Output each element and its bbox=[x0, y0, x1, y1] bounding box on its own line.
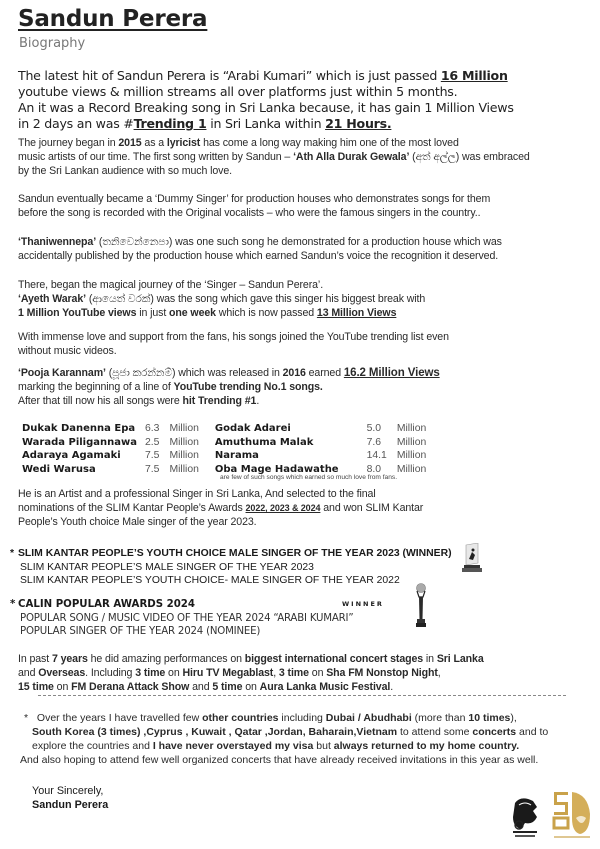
song-unit: Million bbox=[169, 436, 199, 448]
text: to attend some bbox=[397, 726, 473, 738]
highlight: hit Trending #1 bbox=[182, 395, 257, 407]
song-views: 14.1 bbox=[366, 450, 387, 461]
winner-label: WINNER bbox=[342, 600, 384, 608]
text: he did amazing performances on bbox=[87, 653, 245, 665]
text: but bbox=[313, 740, 334, 752]
journey-paragraph bbox=[18, 136, 588, 178]
calin-awards bbox=[10, 598, 353, 639]
highlight: one week bbox=[169, 307, 216, 319]
ayeth-warak-paragraph bbox=[18, 278, 588, 320]
song-unit: Million bbox=[169, 463, 199, 475]
song-views: 8.0 bbox=[366, 463, 382, 475]
text: (ආයෙත් වරක්) was the song which gave this singer his biggest break with bbox=[85, 293, 426, 305]
highlight: 15 time bbox=[18, 681, 54, 693]
year: 2015 bbox=[118, 137, 142, 149]
page-subtitle: Biography bbox=[19, 36, 86, 51]
text: . bbox=[256, 395, 260, 407]
highlight: 3 time bbox=[135, 667, 166, 679]
song-views: 7.5 bbox=[144, 463, 160, 475]
bullet: * bbox=[10, 599, 16, 610]
song-name: Adaraya Agamaki bbox=[22, 450, 121, 461]
song-name: Amuthuma Malak bbox=[214, 436, 314, 448]
closing: Your Sincerely, bbox=[32, 785, 104, 797]
award-title: POPULAR SINGER OF THE YEAR 2024 (NOMINEE) bbox=[20, 626, 261, 637]
highlight: other countries bbox=[202, 712, 279, 724]
song-name: Dukak Danenna Epa bbox=[22, 423, 136, 434]
highlight-views: 16.2 Million Views bbox=[343, 367, 440, 379]
text: by the Sri Lankan audience with so much love. bbox=[18, 165, 232, 177]
dummy-singer-paragraph bbox=[18, 192, 588, 220]
highlight: Sha FM Nonstop Night bbox=[326, 667, 438, 679]
text: earned bbox=[305, 367, 344, 379]
highlight: Hiru TV Megablast bbox=[182, 667, 274, 679]
text: and bbox=[18, 667, 39, 679]
song-title: ‘Ayeth Warak’ bbox=[18, 293, 86, 305]
text: marking the beginning of a line of bbox=[18, 381, 174, 393]
text: and won SLIM Kantar bbox=[320, 502, 424, 514]
highlight: always returned to my home country. bbox=[333, 740, 520, 752]
text: in bbox=[423, 653, 437, 665]
song-name: Godak Adarei bbox=[214, 423, 291, 434]
intro-paragraph bbox=[18, 68, 593, 132]
text: . Including bbox=[85, 667, 136, 679]
award-title: SLIM KANTAR PEOPLE’S YOUTH CHOICE- MALE SINGER OF THE YEAR 2022 bbox=[20, 575, 400, 586]
song-unit: Million bbox=[396, 436, 427, 448]
song-views: 2.5 bbox=[144, 436, 160, 448]
text: . bbox=[390, 681, 394, 693]
sos-gold-logo-icon bbox=[552, 788, 594, 844]
bullet: * bbox=[24, 712, 29, 724]
text: explore the countries and bbox=[32, 740, 153, 752]
text: And also hoping to attend few well organized concerts that have already received invitations in this year as well. bbox=[20, 754, 539, 766]
highlight: I have never overstayed my visa bbox=[152, 740, 314, 752]
dashed-divider bbox=[38, 695, 566, 696]
highlight: 5 time bbox=[212, 681, 243, 693]
award-years: 2022, 2023 & 2024 bbox=[245, 503, 321, 513]
songs-table bbox=[20, 422, 440, 476]
award-title: CALIN POPULAR AWARDS 2024 bbox=[18, 599, 195, 610]
text: on bbox=[308, 667, 327, 679]
song-name: Wedi Warusa bbox=[22, 463, 96, 475]
highlight: 3 time bbox=[278, 667, 309, 679]
table-row bbox=[20, 422, 440, 436]
page-title: Sandun Perera bbox=[18, 6, 208, 32]
performances-paragraph bbox=[18, 652, 588, 694]
award-title: POPULAR SONG / MUSIC VIDEO OF THE YEAR 2024 “ARABI KUMARI” bbox=[20, 612, 354, 624]
highlight: 1 Million YouTube views bbox=[18, 307, 137, 319]
text: Sandun eventually became a ‘Dummy Singer’ for production houses who demonstrates songs for them bbox=[18, 193, 491, 205]
text: as a bbox=[141, 137, 167, 149]
artist-paragraph bbox=[18, 487, 588, 529]
highlight: Dubai / Abudhabi bbox=[325, 712, 412, 724]
highlight-hours: 21 Hours. bbox=[325, 116, 392, 131]
text: including bbox=[278, 712, 326, 724]
song-unit: Million bbox=[169, 423, 199, 434]
text: , bbox=[437, 667, 441, 679]
highlight-trending: Trending 1 bbox=[133, 116, 207, 131]
slim-trophy-icon bbox=[460, 543, 484, 575]
song-views: 7.6 bbox=[366, 436, 382, 448]
intro-text: The latest hit of Sandun Perera is “Arabi Kumari” which is just passed bbox=[18, 68, 441, 83]
text: (අත් අල්ල) was embraced bbox=[409, 151, 530, 163]
thaniwennepa-paragraph bbox=[18, 235, 588, 263]
highlight: 10 times bbox=[468, 712, 511, 724]
text: In past bbox=[18, 653, 52, 665]
text: The journey began in bbox=[18, 137, 119, 149]
bullet: * bbox=[10, 548, 15, 559]
travel-paragraph bbox=[20, 711, 595, 767]
song-views: 7.5 bbox=[144, 450, 160, 461]
intro-text: youtube views & million streams all over platforms just within 5 months. bbox=[18, 84, 458, 99]
table-row bbox=[20, 436, 440, 450]
text: (පූජා කරන්නම්) which was released in bbox=[105, 367, 283, 379]
text: and bbox=[189, 681, 213, 693]
song-title: ‘Ath Alla Durak Gewala’ bbox=[293, 151, 410, 163]
text: in just bbox=[136, 307, 170, 319]
text: There, began the magical journey of the ‘Singer – Sandun Perera’. bbox=[18, 279, 324, 291]
song-name: Narama bbox=[214, 450, 259, 461]
highlight: South Korea (3 times) ,Cyprus , Kuwait , Qatar ,Jordan, Baharain,Vietnam bbox=[32, 726, 398, 738]
slim-awards-list bbox=[10, 547, 490, 588]
text: nominations of the SLIM Kantar People’s Awards bbox=[18, 502, 246, 514]
text: He is an Artist and a professional Singer in Sri Lanka, And selected to the final bbox=[18, 488, 376, 500]
text: on bbox=[165, 667, 183, 679]
pooja-karannam-paragraph bbox=[18, 366, 588, 408]
intro-text: An it was a Record Breaking song in Sri Lanka because, it has gain 1 Million Views bbox=[18, 100, 514, 115]
highlight: 7 years bbox=[51, 653, 88, 665]
signoff bbox=[32, 784, 108, 812]
award-title: SLIM KANTAR PEOPLE’S MALE SINGER OF THE YEAR 2023 bbox=[20, 561, 314, 573]
text: on bbox=[53, 681, 72, 693]
text: People’s Youth choice Male singer of the year 2023. bbox=[18, 516, 257, 528]
year: 2016 bbox=[282, 367, 306, 379]
highlight-views: 16 Million bbox=[440, 68, 508, 83]
song-unit: Million bbox=[396, 463, 427, 475]
text: on bbox=[242, 681, 260, 693]
text: which is now passed bbox=[215, 307, 317, 319]
text: After that till now his all songs were bbox=[18, 395, 183, 407]
song-unit: Million bbox=[396, 450, 427, 461]
highlight: YouTube trending No.1 songs. bbox=[173, 381, 323, 393]
text: (more than bbox=[411, 712, 469, 724]
song-name: Oba Mage Hadawathe bbox=[214, 463, 339, 475]
songs-note: are few of such songs which earned so much love from fans. bbox=[220, 474, 398, 481]
text: accidentally published by the production house which earned Sandun’s voice the recognition it deserved. bbox=[18, 250, 499, 262]
text: Over the years I have travelled few bbox=[34, 712, 203, 724]
highlight: Aura Lanka Music Festival bbox=[259, 681, 391, 693]
text: With immense love and support from the fans, his songs joined the YouTube trending list even bbox=[18, 331, 449, 343]
highlight: concerts bbox=[472, 726, 517, 738]
song-title: ‘Thaniwennepa’ bbox=[18, 236, 97, 248]
signature-name: Sandun Perera bbox=[32, 799, 109, 811]
song-views: 6.3 bbox=[144, 423, 160, 434]
award-title: SLIM KANTAR PEOPLE’S YOUTH CHOICE MALE SINGER OF THE YEAR 2023 (WINNER) bbox=[18, 548, 452, 559]
role: lyricist bbox=[166, 137, 201, 149]
fans-paragraph bbox=[18, 330, 588, 358]
intro-text: in Sri Lanka within bbox=[206, 116, 326, 131]
artist-portrait-logo-icon bbox=[507, 795, 543, 841]
text: without music videos. bbox=[18, 345, 117, 357]
table-row bbox=[20, 449, 440, 463]
song-unit: Million bbox=[169, 450, 199, 461]
text: (තනිවෙන්නෙපා) was one such song he demonstrated for a production house which was bbox=[96, 236, 502, 248]
highlight: biggest international concert stages bbox=[244, 653, 424, 665]
text: , bbox=[273, 667, 279, 679]
highlight: Overseas bbox=[38, 667, 86, 679]
text: music artists of our time. The first song written by Sandun – bbox=[18, 151, 294, 163]
highlight: Sri Lanka bbox=[436, 653, 484, 665]
song-views: 5.0 bbox=[366, 423, 382, 434]
text: and to bbox=[516, 726, 549, 738]
text: has come a long way making him one of the most loved bbox=[200, 137, 459, 149]
highlight: FM Derana Attack Show bbox=[71, 681, 190, 693]
song-name: Warada Piligannawa bbox=[22, 436, 137, 448]
song-title: ‘Pooja Karannam’ bbox=[18, 367, 106, 379]
text: ), bbox=[510, 712, 517, 724]
text: before the song is recorded with the Original vocalists – who were the famous singers in the country.. bbox=[18, 207, 481, 219]
highlight-views: 13 Million Views bbox=[316, 307, 397, 319]
song-unit: Million bbox=[396, 423, 427, 434]
calin-trophy-icon bbox=[413, 583, 429, 629]
intro-text: in 2 days an was # bbox=[18, 116, 134, 131]
